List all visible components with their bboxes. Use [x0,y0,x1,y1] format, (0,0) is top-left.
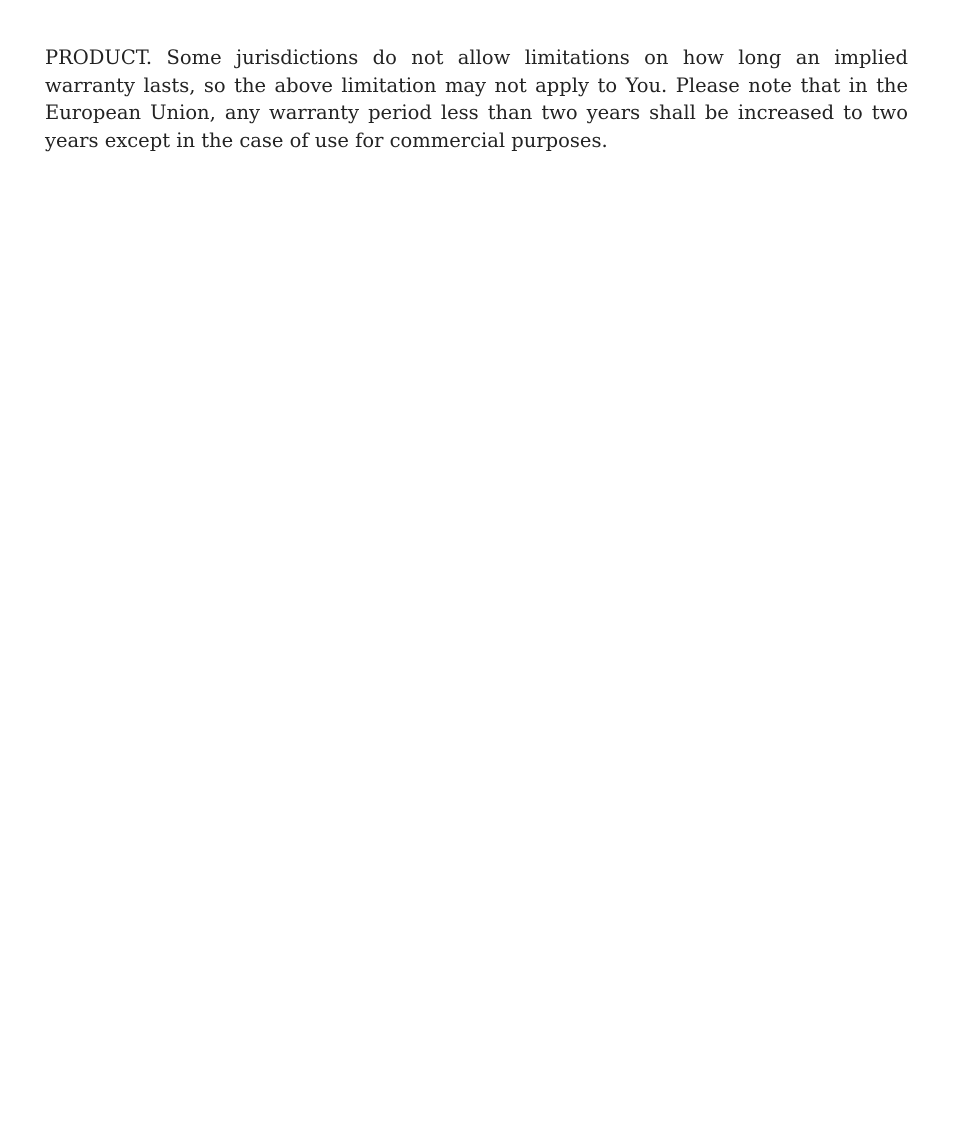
warranty-paragraph: PRODUCT. Some jurisdictions do not allow limitations on how long an implied warranty lasts, so the above limitation may not apply to You. Please note that in the European Union, any warranty period less than two years shall be increased to two years except in the case of use for commercial purposes. [45,46,908,152]
